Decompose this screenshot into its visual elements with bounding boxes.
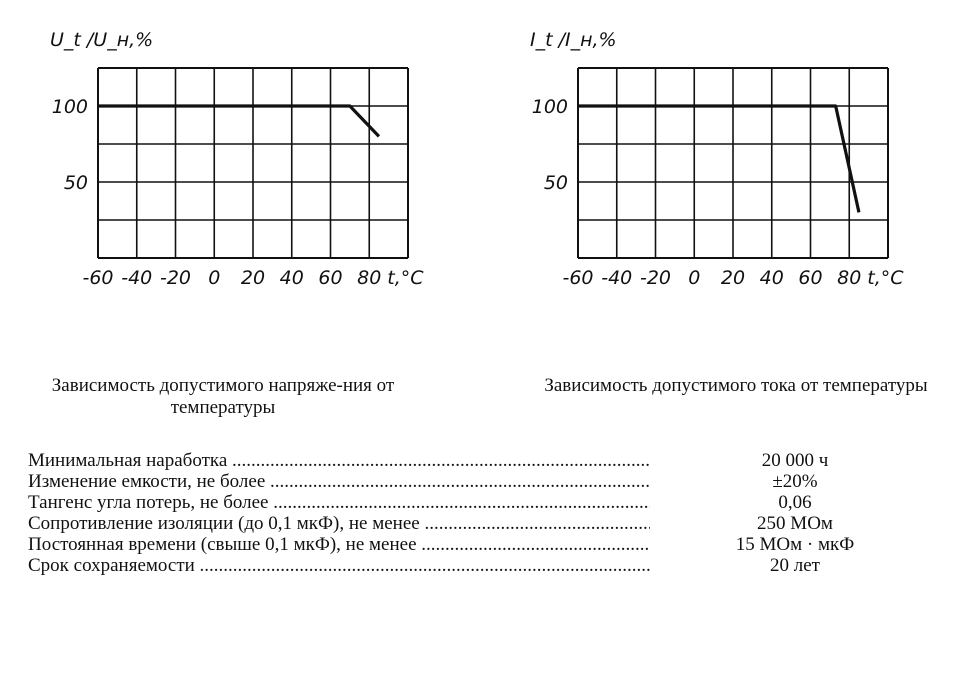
current-temperature-chart bbox=[500, 0, 920, 320]
current-chart-caption: Зависимость допустимого тока от температуры bbox=[544, 375, 928, 396]
x-tick-label: 0 bbox=[688, 267, 701, 289]
series-line bbox=[578, 106, 859, 212]
x-tick-label: -20 bbox=[639, 267, 672, 289]
x-tick-label: -40 bbox=[601, 267, 633, 289]
voltage-chart-svg bbox=[20, 0, 440, 320]
y-tick-label: 100 bbox=[531, 96, 568, 118]
spec-label: Изменение емкости, не более ..... bbox=[28, 471, 650, 492]
x-tick-label: -40 bbox=[121, 267, 153, 289]
y-axis-label: I_t /I_н,% bbox=[530, 29, 617, 51]
spec-value: 15 МОм · мкФ bbox=[735, 534, 855, 555]
spec-label: Тангенс угла потерь, не более ..... bbox=[28, 492, 650, 513]
x-tick-label: 40 bbox=[759, 267, 784, 289]
y-axis-label: U_t /U_н,% bbox=[50, 29, 154, 51]
x-tick-label: 20 bbox=[240, 267, 266, 289]
spec-value: 20 000 ч bbox=[761, 450, 829, 471]
current-chart-svg bbox=[500, 0, 920, 320]
spec-value: 20 лет bbox=[770, 555, 820, 576]
y-tick-label: 100 bbox=[51, 96, 88, 118]
x-tick-label: 0 bbox=[208, 267, 221, 289]
x-tick-label: 80 bbox=[357, 267, 382, 289]
spec-row bbox=[28, 555, 928, 576]
x-tick-label: 60 bbox=[798, 267, 823, 289]
spec-row bbox=[28, 450, 928, 471]
x-tick-label: 80 bbox=[837, 267, 862, 289]
x-tick-label: 20 bbox=[720, 267, 746, 289]
voltage-chart-caption: Зависимость допустимого напряже-ния от температуры bbox=[51, 375, 395, 418]
spec-label: Сопротивление изоляции (до 0,1 мкФ), не менее ..... bbox=[28, 513, 650, 534]
spec-label: Постоянная времени (свыше 0,1 мкФ), не менее ..... bbox=[28, 534, 650, 555]
spec-value: ±20% bbox=[772, 471, 818, 492]
spec-row bbox=[28, 492, 928, 513]
x-axis-label: t,°C bbox=[387, 267, 424, 289]
x-tick-label: -60 bbox=[82, 267, 114, 289]
voltage-temperature-chart bbox=[20, 0, 440, 320]
spec-value: 250 МОм bbox=[757, 513, 833, 534]
spec-row bbox=[28, 513, 928, 534]
x-axis-label: t,°C bbox=[867, 267, 904, 289]
x-tick-label: -20 bbox=[159, 267, 192, 289]
spec-label: Минимальная наработка ..... bbox=[28, 450, 650, 471]
x-tick-label: 40 bbox=[279, 267, 304, 289]
spec-row bbox=[28, 471, 928, 492]
y-tick-label: 50 bbox=[63, 172, 88, 194]
y-tick-label: 50 bbox=[543, 172, 568, 194]
series-line bbox=[98, 106, 379, 136]
spec-label: Срок сохраняемости ..... bbox=[28, 555, 650, 576]
x-tick-label: 60 bbox=[318, 267, 343, 289]
specifications-list bbox=[28, 450, 928, 576]
spec-row bbox=[28, 534, 928, 555]
x-tick-label: -60 bbox=[562, 267, 594, 289]
spec-value: 0,06 bbox=[778, 492, 812, 513]
